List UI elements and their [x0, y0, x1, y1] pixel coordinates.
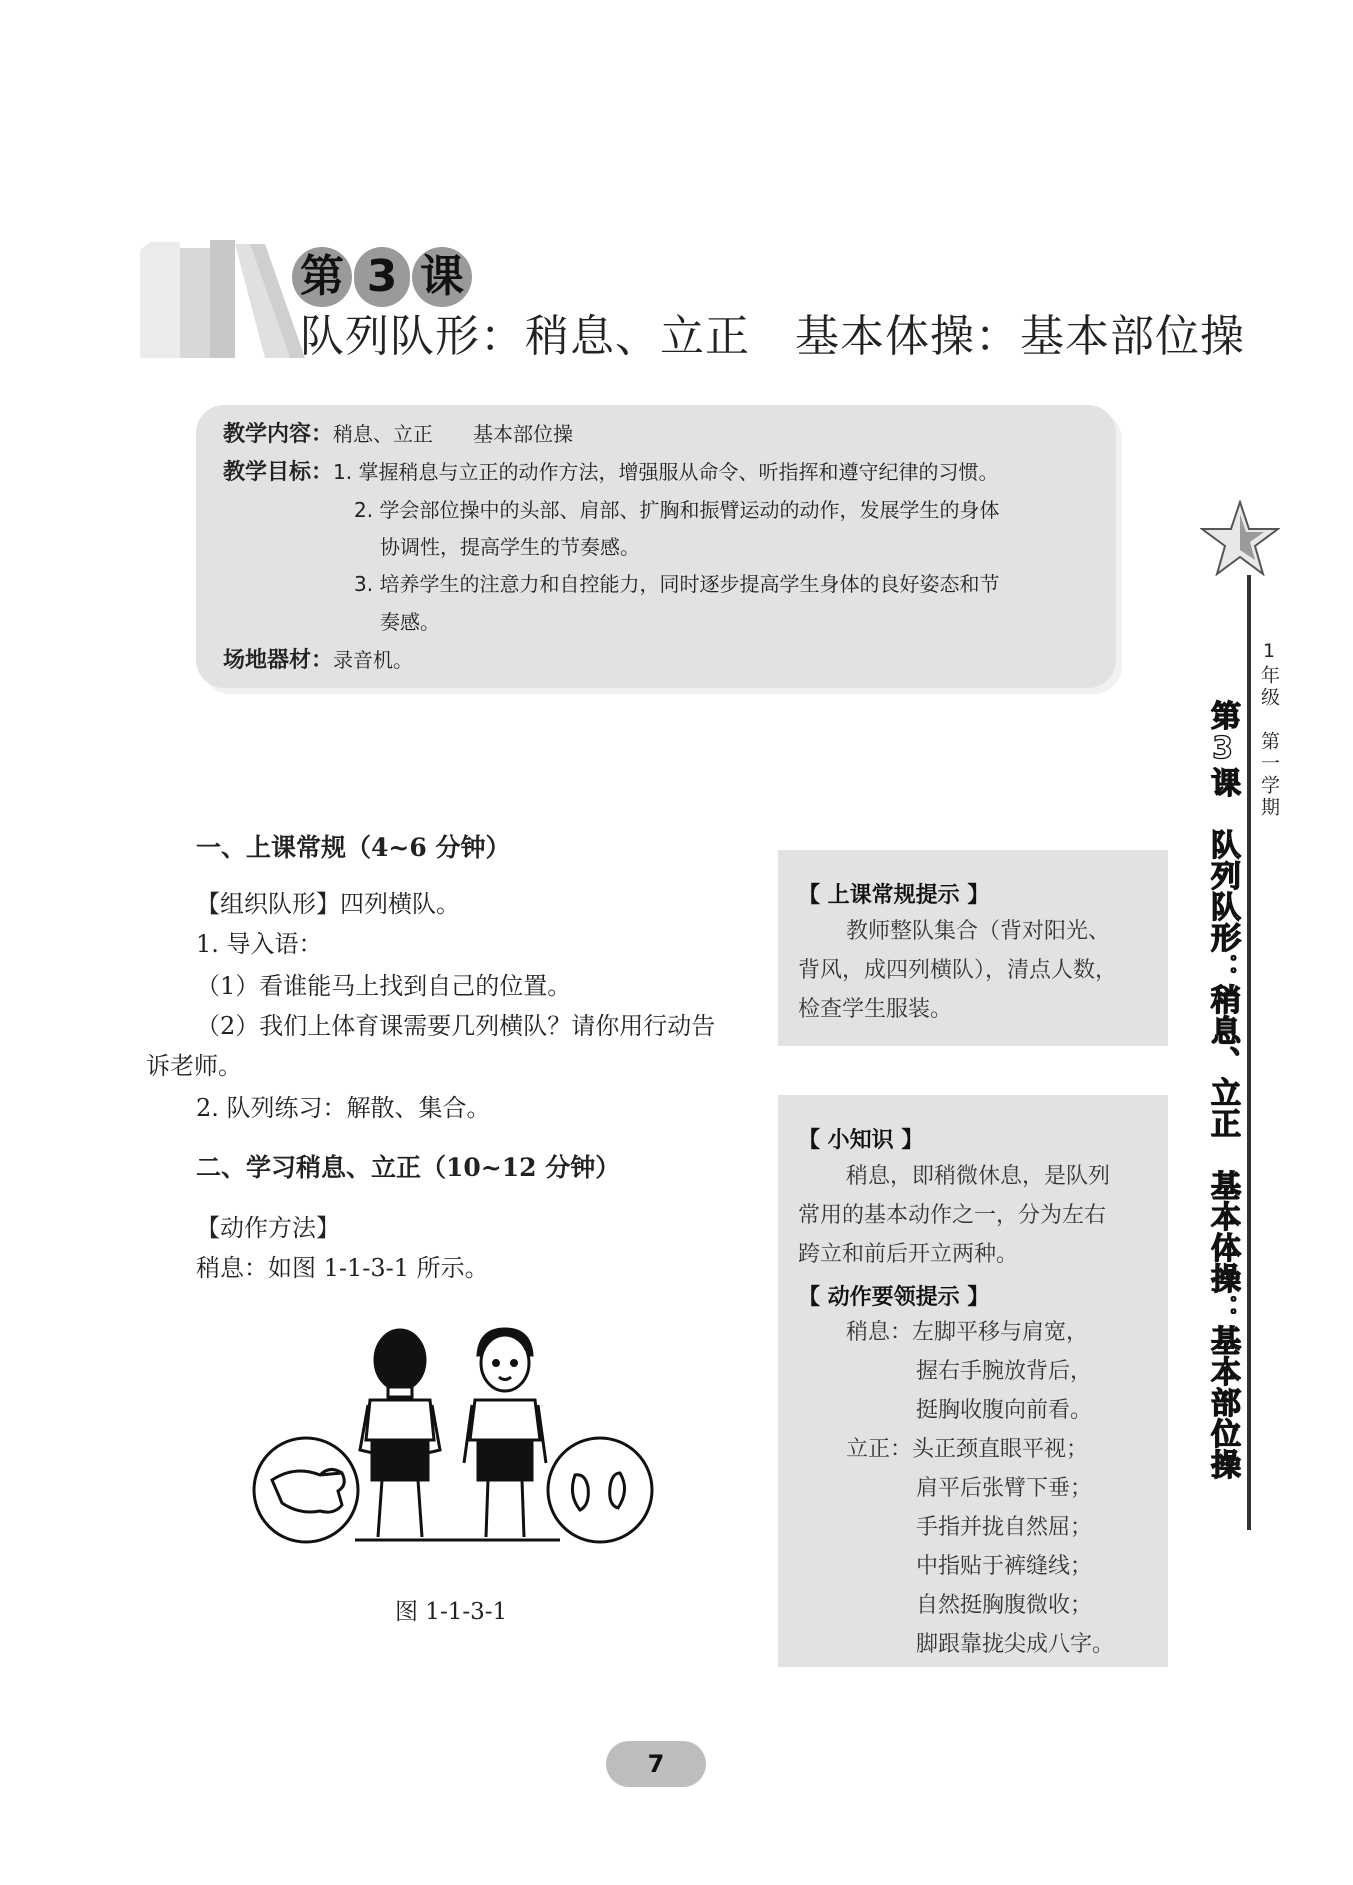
lesson-badge-number: 3: [354, 247, 410, 307]
tip-line: 检查学生服装。: [798, 997, 953, 1022]
tip-box-routine: [778, 850, 1168, 1046]
goal-label: 教学目标：: [223, 460, 334, 485]
page-number: 7: [606, 1741, 706, 1787]
equipment-value: 录音机。: [333, 648, 414, 672]
tip-line: 肩平后张臂下垂；: [916, 1476, 1093, 1501]
content-value: 稍息、立正 基本部位操: [333, 422, 574, 446]
tip-line: 常用的基本动作之一，分为左右: [798, 1203, 1107, 1228]
tip-title: 【 上课常规提示 】: [798, 883, 990, 908]
goal-line: 1. 掌握稍息与立正的动作方法，增强服从命令、听指挥和遵守纪律的习惯。: [333, 460, 999, 484]
section1-line: 【组织队形】四列横队。: [196, 890, 460, 918]
tip-line: 跨立和前后开立两种。: [798, 1242, 1019, 1267]
tip-line: 中指贴于裤缝线；: [916, 1554, 1093, 1579]
section1-line: （1）看谁能马上找到自己的位置。: [196, 972, 572, 1000]
section1-heading: 一、上课常规（4~6 分钟）: [196, 833, 511, 862]
goal-line: 3. 培养学生的注意力和自控能力，同时逐步提高学生身体的良好姿态和节: [354, 572, 1000, 596]
tip-line: 立正：头正颈直眼平视；: [846, 1437, 1089, 1462]
tip-line: 背风，成四列横队），清点人数，: [798, 958, 1118, 983]
star-icon: [1200, 500, 1280, 576]
tip-title: 【 动作要领提示 】: [798, 1285, 990, 1310]
tip-line: 脚跟靠拢尖成八字。: [916, 1632, 1115, 1657]
tip-line: 挺胸收腹向前看。: [916, 1398, 1093, 1423]
section1-line: （2）我们上体育课需要几列横队？请你用行动告: [196, 1012, 716, 1040]
tip-line: 自然挺胸腹微收；: [916, 1593, 1093, 1618]
section2-line: 稍息：如图 1-1-3-1 所示。: [196, 1254, 489, 1282]
tip-line: 手指并拢自然屈；: [916, 1515, 1093, 1540]
equipment-label: 场地器材：: [223, 648, 334, 673]
tip-title: 【 小知识 】: [798, 1128, 924, 1153]
tip-line: 稍息，即稍微休息，是队列: [846, 1164, 1111, 1189]
section2-heading: 二、学习稍息、立正（10~12 分钟）: [196, 1153, 621, 1182]
content-label: 教学内容：: [223, 422, 334, 447]
books-icon: [140, 240, 310, 360]
sidebar-grade: 1年级 第一学期: [1258, 640, 1280, 819]
section1-line: 诉老师。: [146, 1052, 242, 1080]
goal-line: 2. 学会部位操中的头部、肩部、扩胸和振臂运动的动作，发展学生的身体: [354, 498, 1000, 522]
tip-line: 稍息：左脚平移与肩宽，: [846, 1320, 1089, 1345]
goal-line: 奏感。: [380, 610, 440, 634]
lesson-badge-di: 第: [292, 247, 352, 307]
goal-line: 协调性，提高学生的节奏感。: [380, 535, 640, 559]
figure-caption: 图 1-1-3-1: [395, 1599, 508, 1625]
sidebar-title: 第3课 队列队形：稍息、立正 基本体操：基本部位操: [1205, 700, 1240, 1480]
sidebar-rule: [1247, 575, 1251, 1530]
tip-line: 握右手腕放背后，: [916, 1359, 1093, 1384]
tip-line: 教师整队集合（背对阳光、: [846, 919, 1111, 944]
section1-line: 2. 队列练习：解散、集合。: [196, 1094, 491, 1122]
objectives-box: [196, 405, 1116, 688]
lesson-badge-ke: 课: [412, 247, 472, 307]
tip-box-knowledge: [778, 1095, 1168, 1667]
section1-line: 1. 导入语：: [196, 930, 323, 958]
figure-illustration: [250, 1315, 670, 1555]
section2-line: 【动作方法】: [196, 1214, 340, 1242]
lesson-title: 队列队形：稍息、立正 基本体操：基本部位操: [300, 311, 1245, 362]
